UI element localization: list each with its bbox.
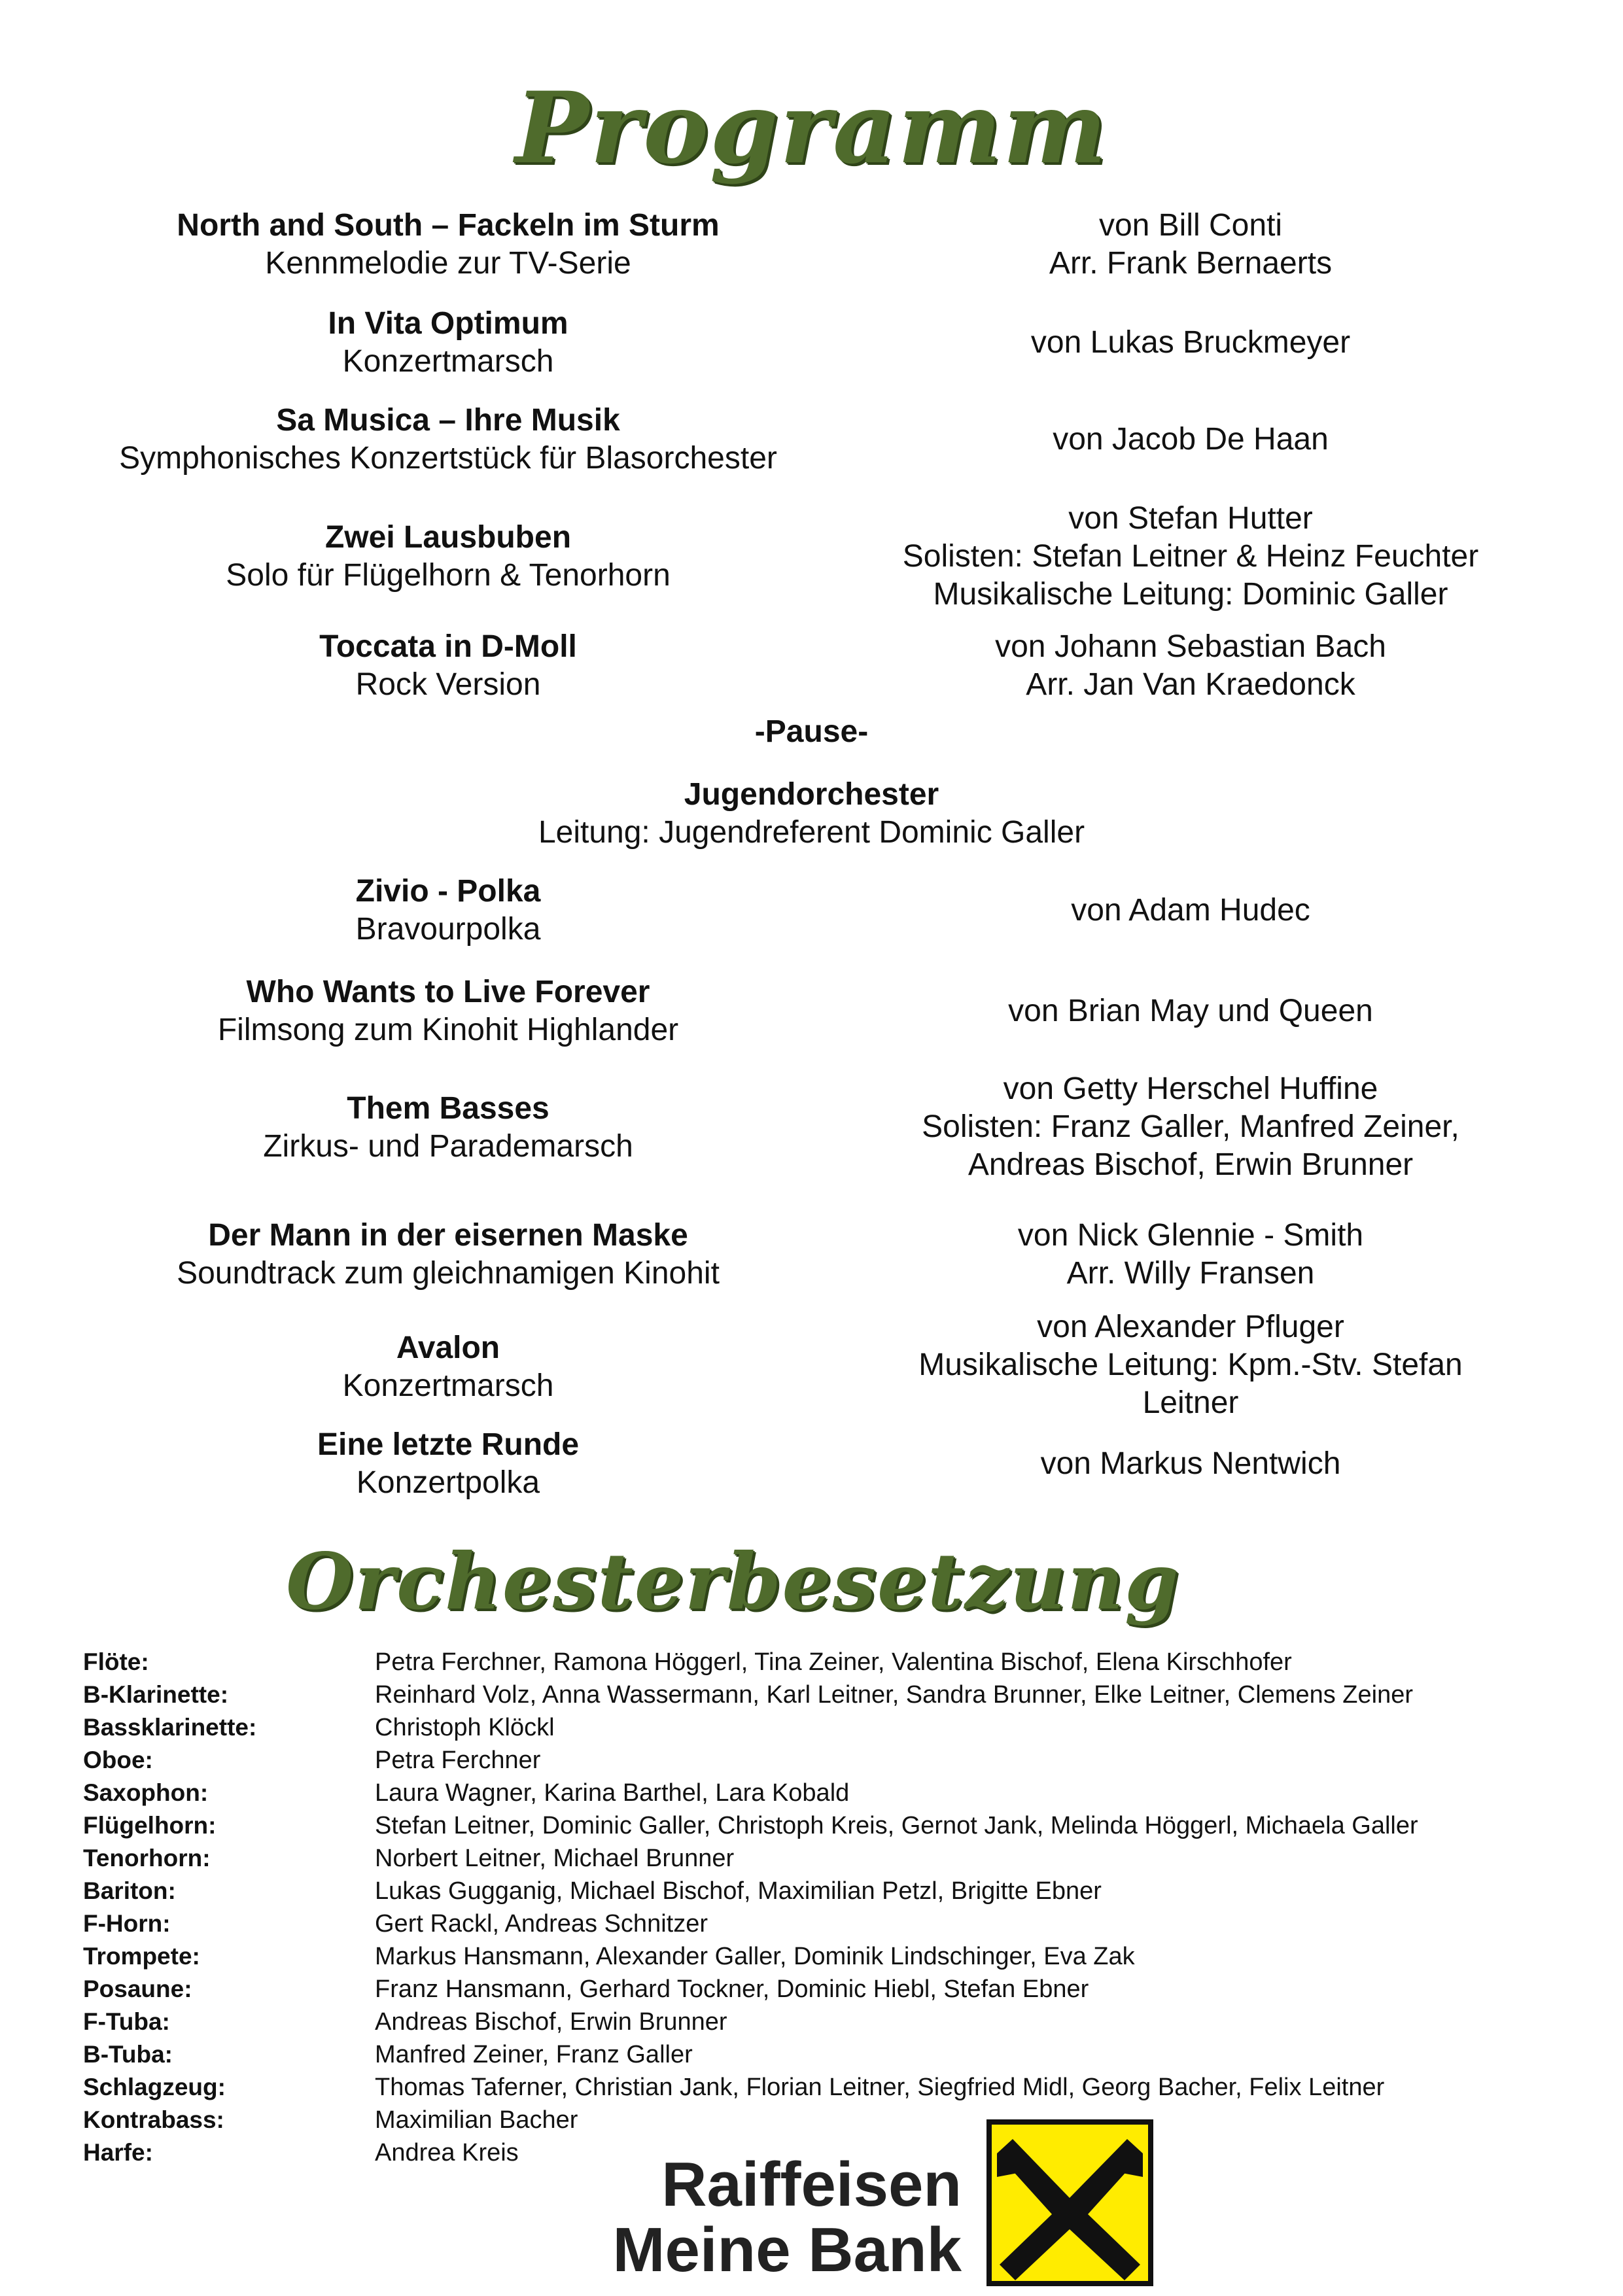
orchestra-row — [0, 2071, 1623, 2104]
musician-names: Andreas Bischof, Erwin Brunner — [375, 2008, 727, 2036]
orchestra-row — [0, 1973, 1623, 2006]
instrument-label: Flöte: — [83, 1648, 149, 1675]
soloists-cont: Andreas Bischof, Erwin Brunner — [968, 1147, 1414, 1182]
composer: von Adam Hudec — [1071, 893, 1310, 928]
piece-title: Zivio - Polka — [355, 874, 541, 909]
instrument-label: Oboe: — [83, 1747, 153, 1773]
orchestra-row — [0, 1875, 1623, 1907]
composer: von Brian May und Queen — [1008, 994, 1373, 1028]
instrument-label: Kontrabass: — [83, 2106, 224, 2133]
orchestra-row — [0, 1744, 1623, 1777]
instrument-label: Bassklarinette: — [83, 1714, 257, 1741]
composer: von Stefan Hutter — [1068, 501, 1313, 536]
raiffeisen-logo — [589, 2119, 1158, 2296]
musician-names: Manfred Zeiner, Franz Galler — [375, 2041, 693, 2068]
piece-title: Avalon — [396, 1331, 500, 1365]
orchestra-row — [0, 1907, 1623, 1940]
composer: von Markus Nentwich — [1040, 1446, 1341, 1481]
raiffeisen-gable-cross-icon — [986, 2119, 1153, 2286]
piece-subtitle: Soundtrack zum gleichnamigen Kinohit — [177, 1256, 720, 1291]
musician-names: Norbert Leitner, Michael Brunner — [375, 1845, 735, 1872]
instrument-label: F-Horn: — [83, 1910, 171, 1937]
piece-title: North and South – Fackeln im Sturm — [177, 208, 720, 243]
musician-names: Thomas Taferner, Christian Jank, Florian Leitner, Siegfried Midl, Georg Bacher, Felix Leitner — [375, 2074, 1385, 2101]
orchestra-row — [0, 1777, 1623, 1809]
musician-names: Markus Hansmann, Alexander Galler, Dominik Lindschinger, Eva Zak — [375, 1943, 1135, 1970]
composer: von Nick Glennie - Smith — [1017, 1218, 1364, 1253]
programm-title: Programm — [515, 71, 1108, 186]
instrument-label: Bariton: — [83, 1877, 176, 1904]
piece-subtitle: Konzertmarsch — [342, 344, 554, 379]
musician-names: Stefan Leitner, Dominic Galler, Christoph Kreis, Gernot Jank, Melinda Höggerl, Michaela Galler — [375, 1812, 1418, 1839]
bank-name: Raiffeisen — [661, 2149, 962, 2219]
soloists: Solisten: Franz Galler, Manfred Zeiner, — [922, 1109, 1459, 1144]
instrument-label: Saxophon: — [83, 1779, 209, 1806]
piece-subtitle: Filmsong zum Kinohit Highlander — [217, 1013, 679, 1047]
composer: von Johann Sebastian Bach — [995, 629, 1386, 664]
orchestra-row — [0, 1842, 1623, 1875]
composer: von Bill Conti — [1098, 208, 1283, 243]
musician-names: Petra Ferchner — [375, 1747, 541, 1774]
orchestra-row — [0, 2006, 1623, 2038]
instrument-label: Harfe: — [83, 2139, 153, 2166]
piece-subtitle: Zirkus- und Parademarsch — [263, 1129, 633, 1164]
orchestra-row — [0, 1679, 1623, 1711]
musician-names: Franz Hansmann, Gerhard Tockner, Dominic Hiebl, Stefan Ebner — [375, 1975, 1089, 2003]
bank-slogan: Meine Bank — [612, 2215, 962, 2285]
musician-names: Gert Rackl, Andreas Schnitzer — [375, 1910, 708, 1938]
musician-names: Reinhard Volz, Anna Wassermann, Karl Leitner, Sandra Brunner, Elke Leitner, Clemens Zeiner — [375, 1681, 1414, 1709]
piece-subtitle: Konzertmarsch — [342, 1368, 554, 1403]
musician-names: Andrea Kreis — [375, 2139, 519, 2166]
instrument-label: B-Klarinette: — [83, 1681, 229, 1708]
youth-orchestra-leader: Leitung: Jugendreferent Dominic Galler — [538, 815, 1085, 850]
piece-title: In Vita Optimum — [328, 306, 568, 341]
pause-label: -Pause- — [754, 714, 869, 749]
arranger: Arr. Jan Van Kraedonck — [1026, 667, 1355, 702]
instrument-label: Schlagzeug: — [83, 2074, 226, 2100]
instrument-label: Trompete: — [83, 1943, 200, 1970]
soloists: Solisten: Stefan Leitner & Heinz Feuchter — [902, 539, 1479, 574]
orchestra-row — [0, 1711, 1623, 1744]
piece-subtitle: Bravourpolka — [355, 912, 541, 947]
piece-subtitle: Kennmelodie zur TV-Serie — [265, 246, 631, 281]
youth-orchestra-title: Jugendorchester — [684, 777, 939, 812]
musician-names: Lukas Gugganig, Michael Bischof, Maximilian Petzl, Brigitte Ebner — [375, 1877, 1102, 1905]
conductor: Musikalische Leitung: Kpm.-Stv. Stefan — [918, 1348, 1463, 1382]
piece-subtitle: Symphonisches Konzertstück für Blasorchester — [119, 441, 777, 476]
piece-subtitle: Rock Version — [355, 667, 541, 702]
orchestra-row — [0, 1809, 1623, 1842]
piece-title: Who Wants to Live Forever — [246, 975, 650, 1009]
orchestra-row — [0, 2038, 1623, 2071]
composer: von Getty Herschel Huffine — [1003, 1071, 1378, 1106]
piece-title: Sa Musica – Ihre Musik — [276, 403, 620, 438]
piece-title: Eine letzte Runde — [317, 1427, 580, 1462]
piece-subtitle: Solo für Flügelhorn & Tenorhorn — [226, 558, 671, 593]
musician-names: Petra Ferchner, Ramona Höggerl, Tina Zeiner, Valentina Bischof, Elena Kirschhofer — [375, 1648, 1292, 1676]
instrument-label: B-Tuba: — [83, 2041, 173, 2068]
composer: von Alexander Pfluger — [1037, 1310, 1344, 1344]
musician-names: Christoph Klöckl — [375, 1714, 555, 1741]
piece-subtitle: Konzertpolka — [356, 1465, 540, 1500]
musician-names: Maximilian Bacher — [375, 2106, 578, 2134]
conductor: Musikalische Leitung: Dominic Galler — [933, 577, 1448, 612]
composer: von Lukas Bruckmeyer — [1030, 325, 1351, 360]
instrument-label: Flügelhorn: — [83, 1812, 217, 1839]
piece-title: Zwei Lausbuben — [324, 520, 572, 555]
composer: von Jacob De Haan — [1053, 422, 1329, 457]
instrument-label: F-Tuba: — [83, 2008, 170, 2035]
piece-title: Them Basses — [347, 1091, 550, 1126]
orchestra-row — [0, 1646, 1623, 1679]
instrument-label: Posaune: — [83, 1975, 192, 2002]
arranger: Arr. Willy Fransen — [1066, 1256, 1315, 1291]
piece-title: Toccata in D-Moll — [319, 629, 577, 664]
musician-names: Laura Wagner, Karina Barthel, Lara Kobald — [375, 1779, 850, 1807]
orchesterbesetzung-title: Orchesterbesetzung — [286, 1536, 1180, 1627]
instrument-label: Tenorhorn: — [83, 1845, 211, 1871]
orchestra-row — [0, 1940, 1623, 1973]
arranger: Arr. Frank Bernaerts — [1049, 246, 1333, 281]
piece-title: Der Mann in der eisernen Maske — [208, 1218, 688, 1253]
conductor-cont: Leitner — [1142, 1385, 1239, 1420]
